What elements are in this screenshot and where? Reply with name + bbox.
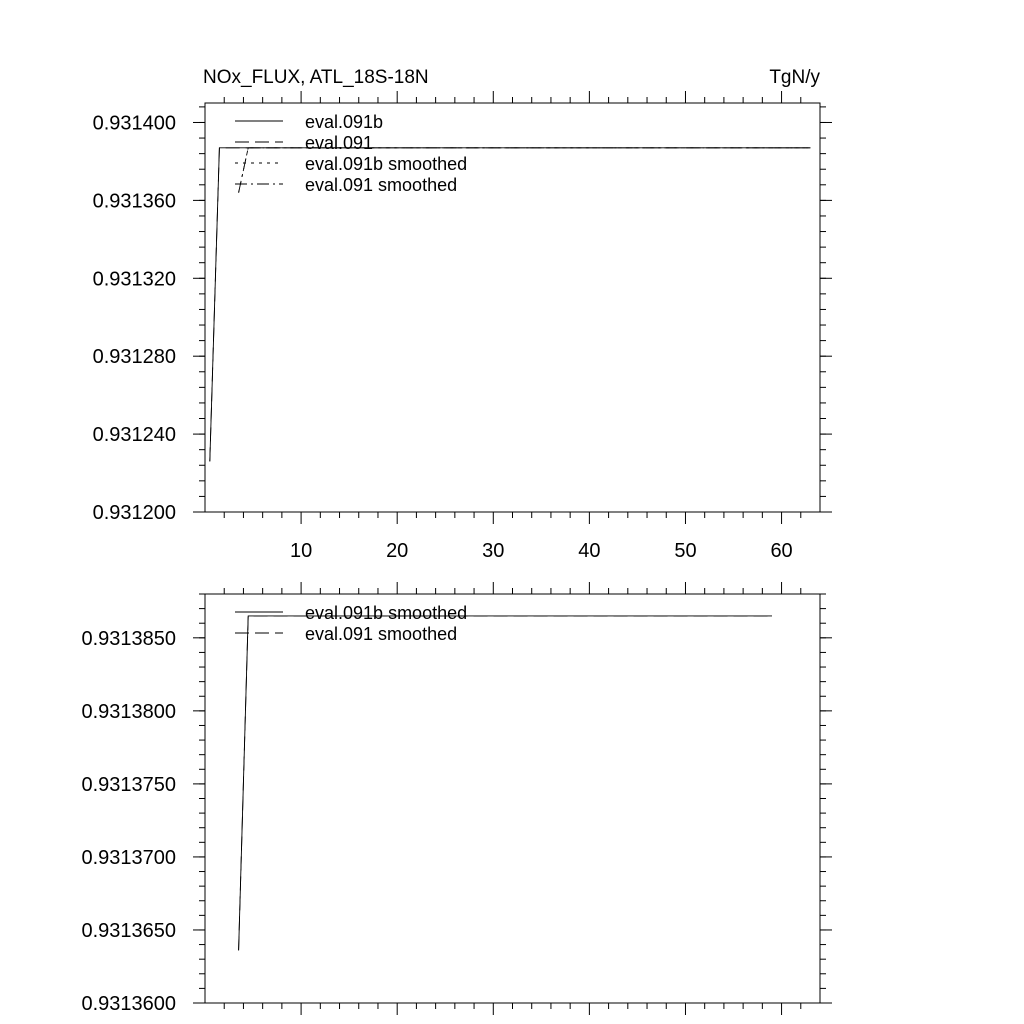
y-tick-label: 0.931200 [92, 502, 176, 524]
y-tick-label: 0.9313750 [81, 773, 176, 796]
series-line-eval-091b [210, 148, 811, 462]
y-tick-label: 0.931400 [92, 112, 176, 135]
y-tick-label: 0.9313850 [81, 627, 176, 650]
top-panel [93, 67, 832, 562]
x-tick-label: 10 [289, 540, 313, 562]
legend-label: eval.091b [305, 112, 384, 132]
x-tick-label: 60 [770, 540, 793, 562]
y-tick-label: 0.931280 [92, 346, 176, 369]
y-tick-label: 0.931240 [92, 424, 176, 447]
bottom-panel [81, 582, 832, 1015]
legend-label: eval.091 smoothed [305, 175, 458, 195]
legend-label: eval.091 [305, 133, 374, 153]
chart-title: NOx_FLUX, ATL_18S-18N [203, 67, 429, 88]
x-tick-label: 50 [674, 540, 697, 562]
y-tick-label: 0.9313600 [81, 993, 176, 1015]
legend-label: eval.091b smoothed [305, 603, 468, 623]
y-tick-label: 0.9313650 [81, 919, 176, 942]
y-tick-label: 0.9313700 [81, 846, 176, 869]
series-line-eval-091 [210, 148, 811, 462]
legend-label: eval.091 smoothed [305, 624, 458, 644]
units-label: TgN/y [769, 67, 820, 88]
x-tick-label: 30 [482, 540, 505, 562]
y-tick-label: 0.931320 [92, 268, 176, 291]
series-line-eval-091b-smoothed [239, 616, 772, 951]
series-line-eval-091-smoothed [239, 616, 772, 951]
plot-frame [205, 594, 820, 1003]
x-tick-label: 40 [578, 540, 601, 562]
plot-frame [205, 103, 820, 512]
y-tick-label: 0.9313800 [81, 700, 176, 723]
x-tick-label: 20 [386, 540, 409, 562]
y-tick-label: 0.931360 [92, 190, 176, 213]
legend-label: eval.091b smoothed [305, 154, 468, 174]
